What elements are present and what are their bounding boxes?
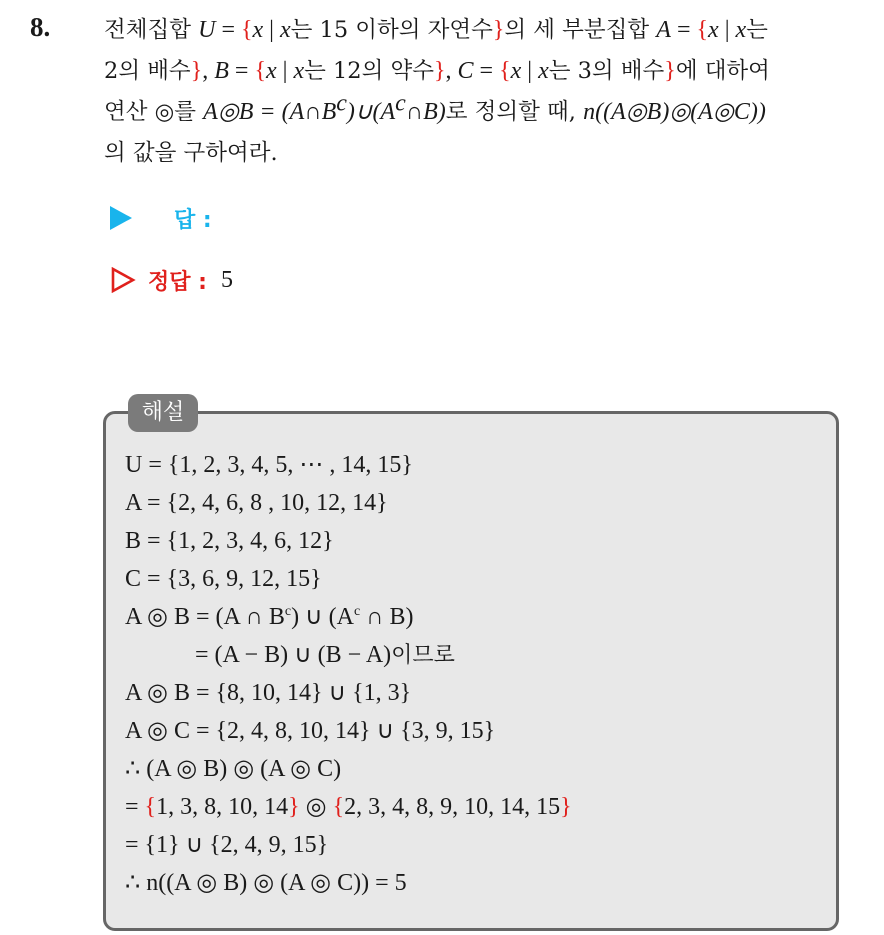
question-line-4: 의 값을 구하여라. bbox=[104, 140, 278, 166]
solution-lines bbox=[125, 446, 572, 902]
q3-expr3: ∩B) bbox=[405, 99, 446, 125]
q1-t6: = bbox=[670, 17, 697, 43]
sol-l5b: ) ∪ (A bbox=[291, 604, 354, 630]
q1-t5: 의 세 부분집합 bbox=[504, 17, 657, 43]
q3-sup1: c bbox=[336, 90, 347, 117]
q3-t1: 연산 ◎를 bbox=[104, 99, 204, 125]
solution-line-3 bbox=[125, 522, 572, 560]
sol-l4-text: C = {3, 6, 9, 12, 15} bbox=[125, 566, 322, 592]
sol-l6-korean: 이므로 bbox=[391, 643, 455, 668]
q2-m2: x bbox=[265, 58, 277, 84]
solution-line-9 bbox=[125, 750, 572, 788]
solution-line-1 bbox=[125, 446, 572, 484]
correct-answer-label: 정답 : bbox=[148, 269, 207, 295]
sol-l10-brace2: } bbox=[288, 794, 300, 820]
q1-m5: x bbox=[708, 17, 719, 43]
q2-m3: x bbox=[293, 58, 305, 84]
q1-open-brace-2: { bbox=[696, 17, 709, 43]
q2-m4: C bbox=[457, 58, 474, 84]
answer-row bbox=[110, 200, 212, 236]
q3-expr2: )∪(A bbox=[346, 99, 396, 125]
sol-l10a: = bbox=[125, 794, 145, 820]
outline-triangle-icon bbox=[110, 267, 136, 293]
q1-m4: A bbox=[656, 17, 671, 43]
solution-line-12 bbox=[125, 864, 572, 902]
correct-answer-row bbox=[110, 262, 233, 298]
q1-m1: U bbox=[198, 17, 216, 43]
q2-t1: 2의 배수 bbox=[104, 58, 191, 84]
sol-l7-text: A ◎ B = {8, 10, 14} ∪ {1, 3} bbox=[125, 680, 412, 706]
q2-open-brace-2: { bbox=[499, 58, 511, 84]
q3-t2: 로 정의할 때, bbox=[445, 99, 584, 125]
q2-t10: 에 대하여 bbox=[675, 58, 770, 84]
solution-line-6 bbox=[125, 636, 572, 674]
sol-l10-brace1: { bbox=[144, 794, 157, 820]
sol-l5-sup1: c bbox=[284, 604, 292, 619]
question-line-1 bbox=[104, 10, 874, 51]
q2-open-brace: { bbox=[254, 58, 266, 84]
play-triangle-icon bbox=[110, 206, 132, 230]
q1-m3: x bbox=[279, 17, 291, 43]
correct-answer-value: 5 bbox=[220, 266, 233, 293]
q2-t5: 는 12의 약수 bbox=[304, 58, 434, 84]
question-line-2 bbox=[104, 51, 874, 92]
question-text bbox=[104, 10, 874, 174]
q2-t6: , bbox=[445, 58, 458, 84]
q1-t8: 는 bbox=[746, 17, 768, 43]
q1-t1: 전체집합 bbox=[104, 17, 199, 43]
solution-line-7 bbox=[125, 674, 572, 712]
answer-label: 답 : bbox=[174, 207, 212, 233]
q2-m5: x bbox=[510, 58, 522, 84]
q1-close-brace: } bbox=[492, 17, 505, 43]
sol-l9-text: ∴ (A ◎ B) ◎ (A ◎ C) bbox=[125, 756, 342, 782]
question-number: 8. bbox=[30, 12, 51, 42]
q2-m1: B bbox=[214, 58, 229, 84]
q2-t7: = bbox=[473, 58, 500, 84]
sol-l10-brace3: { bbox=[332, 794, 345, 820]
sol-l1-text: U = {1, 2, 3, 4, 5, ⋯ , 14, 15} bbox=[125, 452, 413, 478]
q2-t9: 는 3의 배수 bbox=[548, 58, 665, 84]
solution-line-11 bbox=[125, 826, 572, 864]
q2-m6: x bbox=[538, 58, 549, 84]
q1-m6: x bbox=[735, 17, 747, 43]
q1-t2: = bbox=[215, 17, 241, 43]
q3-expr: A◎B = (A∩B bbox=[203, 99, 337, 125]
sol-l12-text: ∴ n((A ◎ B) ◎ (A ◎ C)) = 5 bbox=[125, 870, 407, 896]
sol-l11-text: = {1} ∪ {2, 4, 9, 15} bbox=[125, 832, 329, 858]
solution-line-2 bbox=[125, 484, 572, 522]
sol-l10e: 2, 3, 4, 8, 9, 10, 14, 15 bbox=[344, 794, 561, 820]
solution-tag: 해설 bbox=[128, 394, 198, 432]
sol-l5a: A ◎ B = (A ∩ B bbox=[125, 604, 285, 630]
sol-l10c: 1, 3, 8, 10, 14 bbox=[156, 794, 289, 820]
q2-close-brace: } bbox=[190, 58, 203, 84]
solution-line-8 bbox=[125, 712, 572, 750]
q2-close-brace-3: } bbox=[664, 58, 676, 84]
sol-l10d: ◎ bbox=[299, 794, 333, 820]
q1-open-brace: { bbox=[240, 17, 253, 43]
solution-line-4 bbox=[125, 560, 572, 598]
q1-t3: | bbox=[263, 17, 280, 43]
q1-t7: | bbox=[718, 17, 736, 43]
q2-t3: = bbox=[228, 58, 255, 84]
sol-l10-brace4: } bbox=[560, 794, 572, 820]
q2-t8: | bbox=[521, 58, 539, 84]
q3-expr4: n((A◎B)◎(A◎C)) bbox=[583, 99, 766, 125]
q3-sup2: c bbox=[395, 90, 406, 117]
sol-l2-text: A = {2, 4, 6, 8 , 10, 12, 14} bbox=[125, 490, 388, 516]
sol-l8-text: A ◎ C = {2, 4, 8, 10, 14} ∪ {3, 9, 15} bbox=[125, 718, 496, 744]
sol-l5-sup2: c bbox=[353, 604, 361, 619]
sol-l5c: ∩ B) bbox=[360, 604, 414, 630]
q2-close-brace-2: } bbox=[433, 58, 446, 84]
solution-line-5 bbox=[125, 598, 572, 636]
q2-t2: , bbox=[202, 58, 215, 84]
question-line-3 bbox=[104, 92, 874, 133]
sol-l3-text: B = {1, 2, 3, 4, 6, 12} bbox=[125, 528, 334, 554]
q1-t4: 는 15 이하의 자연수 bbox=[290, 17, 493, 43]
q2-t4: | bbox=[276, 58, 294, 84]
sol-l6a: = (A − B) ∪ (B − A) bbox=[195, 642, 392, 668]
solution-line-10 bbox=[125, 788, 572, 826]
q1-m2: x bbox=[252, 17, 264, 43]
